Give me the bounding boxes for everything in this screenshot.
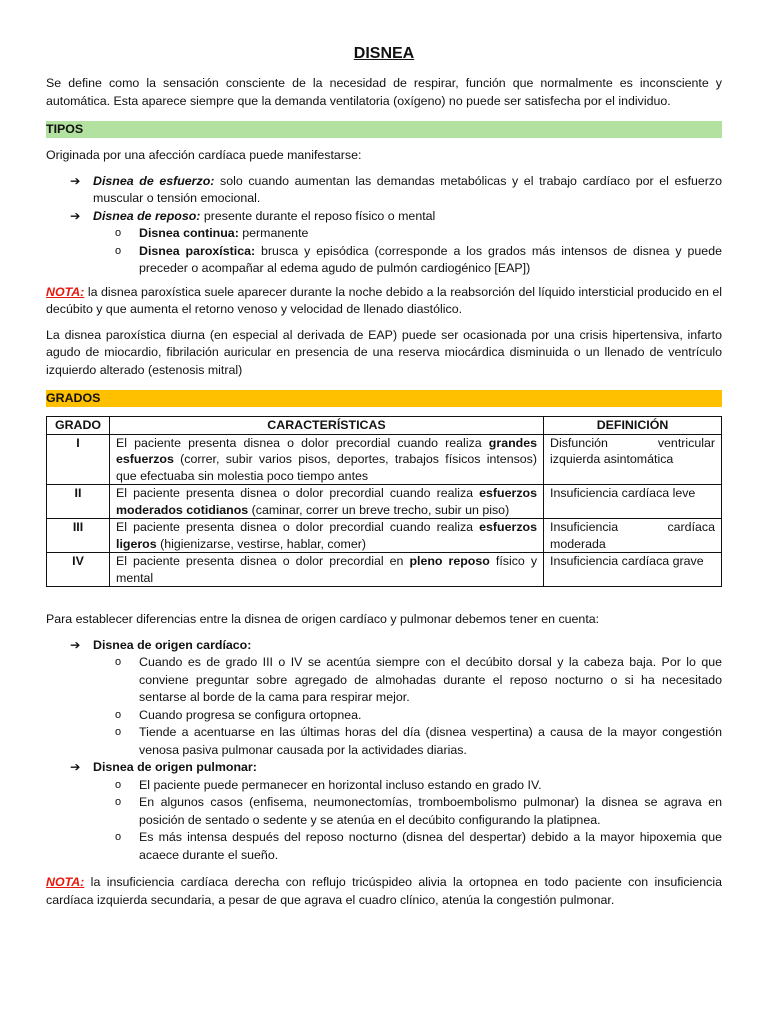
section-header-tipos: TIPOS	[46, 121, 722, 138]
circle-bullet-icon: o	[115, 726, 122, 738]
nota-paragraph-1	[46, 284, 722, 319]
circle-bullet-icon: o	[115, 656, 122, 668]
table-row	[47, 434, 722, 485]
list-item	[93, 707, 722, 725]
column-header-grado: GRADO	[47, 417, 110, 435]
page-title: DISNEA	[353, 45, 415, 62]
list-item-text: Cuando progresa se configura ortopnea.	[139, 707, 362, 722]
list-item-text: Cuando es de grado III o IV se acentúa siempre con el decúbito dorsal y la cabeza baja. Por lo que conviene preguntar sobre agregado de almohadas durante el reposo nocturno o si ha necesitado sentarse al borde de la cama para respirar mejor.	[139, 655, 722, 704]
list-item-origen-cardiaco	[46, 637, 722, 760]
cell-grado: III	[47, 519, 110, 553]
nota-text: la insuficiencia cardíaca derecha con reflujo tricúspideo alivia la ortopnea en todo paciente con insuficiencia cardíaca izquierda secundaria, a pesar de que agrava el cuadro clínico, atenúa la congestión pulmonar.	[46, 875, 722, 907]
term-origen-cardiaco: Disnea de origen cardíaco:	[93, 637, 252, 652]
list-item-text: En algunos casos (enfisema, neumonectomías, tromboembolismo pulmonar) la disnea se agrava en posición de sentado o sedente y se atenúa en el decúbito configurando la platipnea.	[139, 795, 722, 827]
diferencias-lead: Para establecer diferencias entre la disnea de origen cardíaco y pulmonar debemos tener en cuenta:	[46, 612, 600, 626]
list-item-disnea-reposo	[46, 208, 722, 278]
pulmonar-sublist	[93, 777, 722, 865]
origen-list	[46, 637, 722, 865]
arrow-icon: ➔	[70, 760, 81, 774]
reposo-sublist	[93, 225, 722, 278]
table-row	[47, 519, 722, 553]
term-disnea-reposo: Disnea de reposo:	[93, 208, 201, 223]
cell-text: El paciente presenta disnea o dolor precordial cuando realiza	[116, 435, 489, 450]
term-disnea-esfuerzo: Disnea de esfuerzo:	[93, 173, 215, 188]
circle-bullet-icon: o	[115, 831, 122, 843]
cell-caracteristicas	[110, 519, 544, 553]
text-disnea-continua: permanente	[238, 226, 309, 240]
arrow-icon: ➔	[70, 208, 81, 223]
cell-text: (higienizarse, vestirse, hablar, comer)	[156, 536, 366, 551]
term-disnea-paroxistica: Disnea paroxística:	[139, 243, 256, 258]
cell-text: (correr, subir varios pisos, deportes, trabajos físicos intensos) que efectuaba sin molestia poco tiempo antes	[116, 452, 537, 483]
intro-paragraph: Se define como la sensación consciente de la necesidad de respirar, función que normalmente es inconsciente y automática. Esta aparece siempre que la demanda ventilatoria (oxígeno) no puede ser satisfecha por el individuo.	[46, 76, 722, 108]
list-item	[93, 794, 722, 829]
circle-bullet-icon: o	[115, 796, 122, 808]
list-item	[93, 724, 722, 759]
cell-caracteristicas	[110, 485, 544, 519]
tipos-lead: Originada por una afección cardíaca puede manifestarse:	[46, 148, 362, 162]
column-header-caracteristicas: CARACTERÍSTICAS	[110, 417, 544, 435]
column-header-definicion: DEFINICIÓN	[544, 417, 722, 435]
cell-text: El paciente presenta disnea o dolor precordial en	[116, 554, 410, 568]
list-item-text: Tiende a acentuarse en las últimas horas del día (disnea vespertina) a causa de la mayor congestión venosa pasiva pulmonar causada por la actividades diarias.	[139, 725, 722, 757]
list-item	[93, 654, 722, 707]
list-item-text: Es más intensa después del reposo nocturno (disnea del despertar) debido a la mayor hipoxemia que acaece durante el sueño.	[139, 830, 722, 862]
cell-bold-text: grandes esfuerzos	[116, 435, 537, 466]
term-disnea-continua: Disnea continua:	[139, 226, 239, 240]
list-item-disnea-continua	[93, 225, 722, 243]
cell-grado: IV	[47, 553, 110, 587]
cell-definicion: Insuficiencia cardíaca moderada	[544, 519, 722, 553]
table-header-row	[47, 417, 722, 435]
nota-text: la disnea paroxística suele aparecer durante la noche debido a la reabsorción del líquido intersticial producido en el decúbito y que aumenta el retorno venoso y velocidad de llenado diastólico.	[46, 284, 722, 316]
cell-definicion: Insuficiencia cardíaca grave	[544, 553, 722, 587]
list-item	[93, 829, 722, 864]
circle-bullet-icon: o	[115, 227, 122, 239]
list-item-disnea-esfuerzo	[46, 173, 722, 208]
cell-text: El paciente presenta disnea o dolor precordial cuando realiza	[116, 486, 480, 500]
text-disnea-paroxistica: brusca y episódica (corresponde a los grados más intensos de disnea y puede preceder o acompañar al edema agudo de pulmón cardiogénico [EAP])	[139, 243, 722, 275]
arrow-icon: ➔	[70, 173, 81, 188]
text-disnea-esfuerzo: solo cuando aumentan las demandas metabólicas y el trabajo cardíaco por el esfuerzo muscular o tensión emocional.	[93, 173, 723, 205]
list-item-text: El paciente puede permanecer en horizontal incluso estando en grado IV.	[139, 777, 542, 792]
nota-label: NOTA:	[46, 875, 85, 889]
cardiaco-sublist	[93, 654, 722, 759]
cell-text: (caminar, correr un breve trecho, subir un piso)	[248, 502, 510, 517]
document-page	[46, 44, 722, 917]
cell-bold-text: esfuerzos ligeros	[116, 520, 537, 551]
cell-definicion: Insuficiencia cardíaca leve	[544, 485, 722, 519]
arrow-icon: ➔	[70, 637, 81, 652]
list-item	[93, 777, 722, 795]
section-header-grados: GRADOS	[46, 390, 722, 407]
cell-grado: II	[47, 485, 110, 519]
list-item-origen-pulmonar	[46, 759, 722, 864]
circle-bullet-icon: o	[115, 778, 122, 791]
cell-text: El paciente presenta disnea o dolor precordial cuando realiza	[116, 520, 480, 534]
cell-text: físico y mental	[116, 554, 538, 585]
cell-caracteristicas	[110, 553, 544, 587]
grados-table	[46, 416, 722, 587]
circle-bullet-icon: o	[115, 244, 122, 257]
cell-grado: I	[47, 434, 110, 485]
diurna-paragraph: La disnea paroxística diurna (en especial al derivada de EAP) puede ser ocasionada por una crisis hipertensiva, infarto agudo de miocardio, fibrilación auricular en presencia de una reserva miocárdica disminuida o un llenado de ventrículo izquierdo alterado (estenosis mitral)	[46, 327, 722, 377]
cell-bold-text: esfuerzos moderados cotidianos	[116, 486, 537, 517]
cell-bold-text: pleno reposo	[409, 554, 490, 568]
nota-label: NOTA:	[46, 284, 85, 299]
table-row	[47, 553, 722, 587]
term-origen-pulmonar: Disnea de origen pulmonar:	[93, 760, 257, 774]
cell-caracteristicas	[110, 434, 544, 485]
cell-definicion: Disfunción ventricular izquierda asintomática	[544, 434, 722, 485]
table-row	[47, 485, 722, 519]
list-item-disnea-paroxistica	[93, 243, 722, 278]
text-disnea-reposo: presente durante el reposo físico o mental	[200, 208, 436, 223]
circle-bullet-icon: o	[115, 708, 122, 721]
nota-paragraph-2	[46, 874, 722, 909]
tipos-list	[46, 173, 722, 278]
